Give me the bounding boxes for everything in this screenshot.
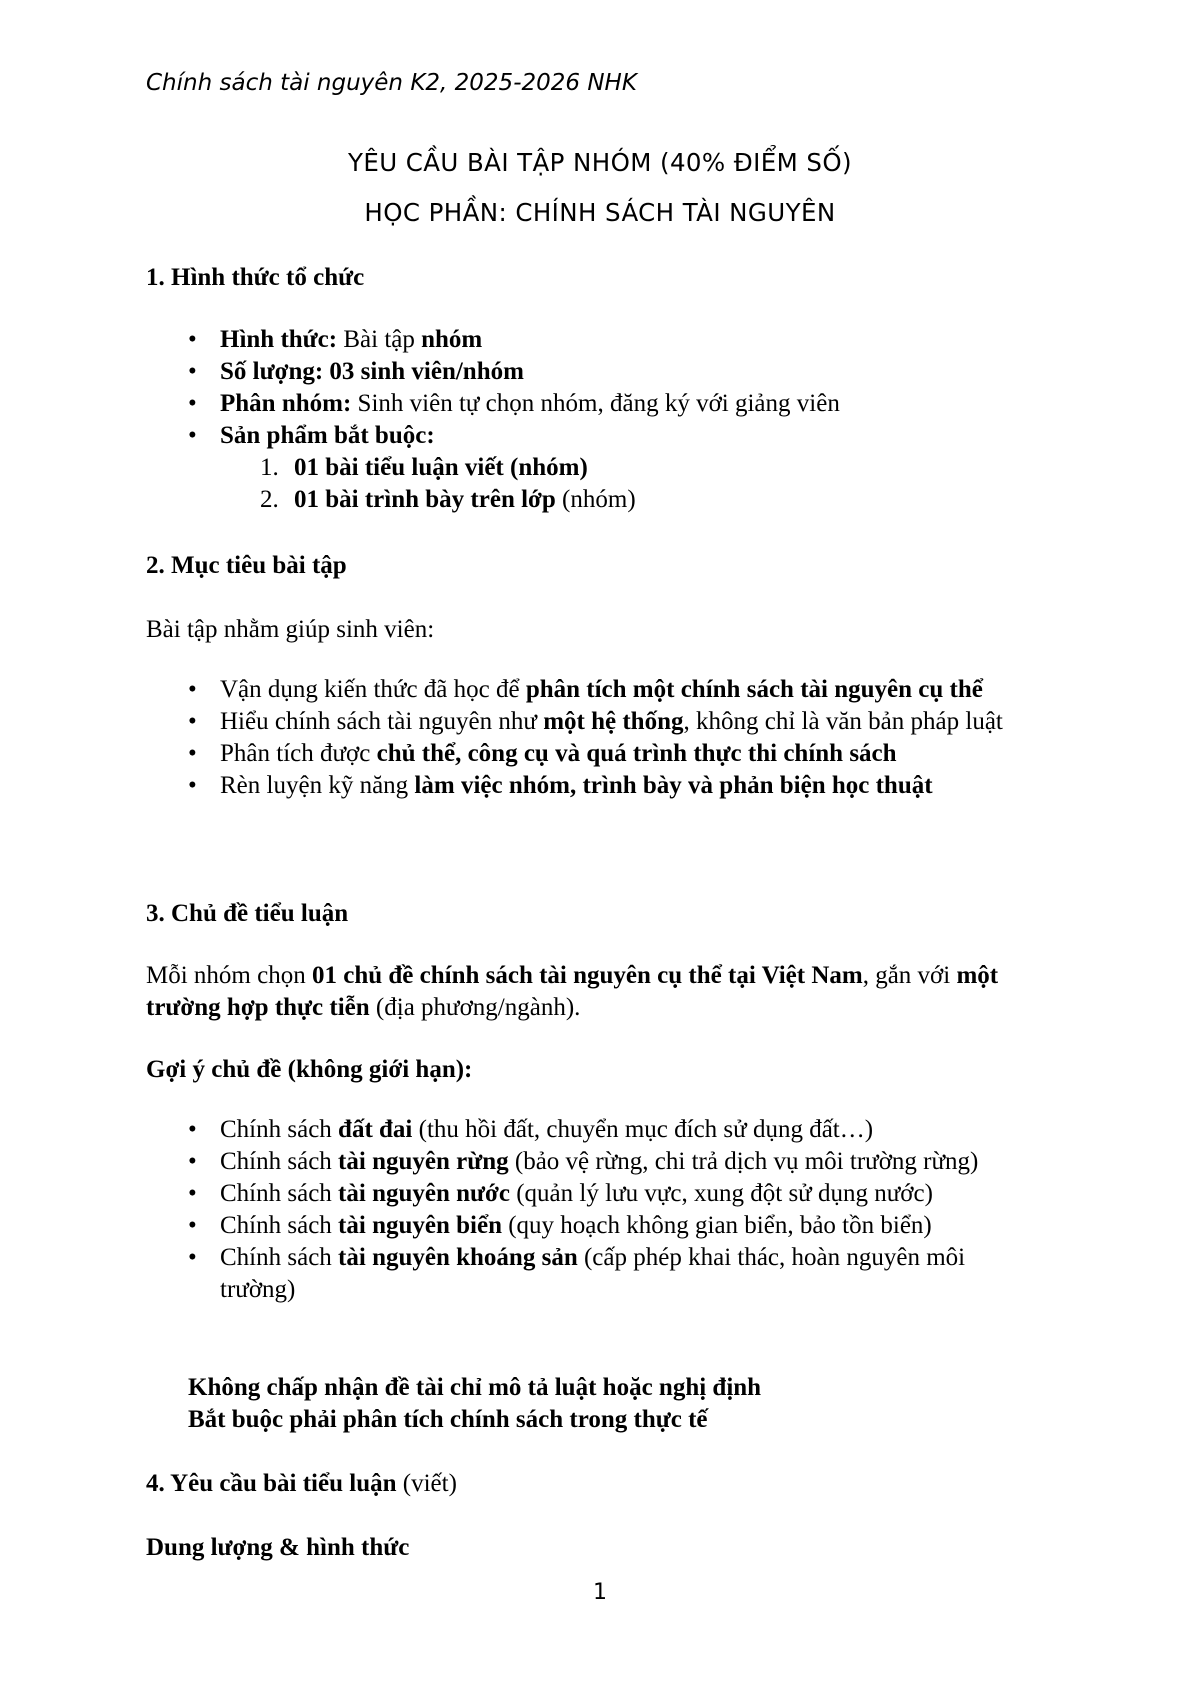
topic-list — [146, 1114, 1046, 1306]
section-4-heading: 4. Yêu cầu bài tiểu luận (viết) — [146, 1470, 457, 1497]
list-item: • Chính sách tài nguyên biển (quy hoạch không gian biển, bảo tồn biển) — [146, 1210, 1046, 1242]
list-item: • Vận dụng kiến thức đã học để phân tích một chính sách tài nguyên cụ thể — [146, 674, 1076, 706]
document-subtitle: HỌC PHẦN: CHÍNH SÁCH TÀI NGUYÊN — [364, 198, 836, 227]
list-item: • Hiểu chính sách tài nguyên như một hệ thống, không chỉ là văn bản pháp luật — [146, 706, 1076, 738]
list-item: • Chính sách đất đai (thu hồi đất, chuyển mục đích sử dụng đất…) — [146, 1114, 1046, 1146]
numbered-item: 2. 01 bài trình bày trên lớp (nhóm) — [260, 486, 636, 513]
topic-suggestion-heading: Gợi ý chủ đề (không giới hạn): — [146, 1056, 473, 1083]
section-1-list — [146, 324, 1066, 516]
running-header: Chính sách tài nguyên K2, 2025-2026 NHK — [146, 70, 637, 96]
section-2-heading: 2. Mục tiêu bài tập — [146, 552, 347, 579]
page-number: 1 — [593, 1580, 607, 1605]
list-item: • Rèn luyện kỹ năng làm việc nhóm, trình bày và phản biện học thuật — [146, 770, 1076, 802]
list-item: • Hình thức: Bài tập nhóm — [146, 324, 1066, 356]
list-item: • Số lượng: 03 sinh viên/nhóm — [146, 356, 1066, 388]
list-item: • Sản phẩm bắt buộc: — [146, 420, 1066, 452]
list-item: • Phân nhóm: Sinh viên tự chọn nhóm, đăng ký với giảng viên — [146, 388, 1066, 420]
list-item: • Chính sách tài nguyên khoáng sản (cấp phép khai thác, hoàn nguyên môi trường) — [146, 1242, 1046, 1306]
list-item: • Chính sách tài nguyên rừng (bảo vệ rừng, chi trả dịch vụ môi trường rừng) — [146, 1146, 1046, 1178]
section-2-list — [146, 674, 1076, 802]
list-item: • Phân tích được chủ thể, công cụ và quá trình thực thi chính sách — [146, 738, 1076, 770]
document-title: YÊU CẦU BÀI TẬP NHÓM (40% ĐIỂM SỐ) — [348, 148, 852, 177]
section-3-paragraph: Mỗi nhóm chọn 01 chủ đề chính sách tài nguyên cụ thể tại Việt Nam, gắn với một trường hợp thực tiễn (địa phương/ngành). — [146, 962, 999, 1021]
section-4-subheading: Dung lượng & hình thức — [146, 1534, 410, 1561]
note-line-2: Bắt buộc phải phân tích chính sách trong thực tế — [188, 1406, 708, 1433]
list-item: • Chính sách tài nguyên nước (quản lý lưu vực, xung đột sử dụng nước) — [146, 1178, 1046, 1210]
section-1-heading: 1. Hình thức tổ chức — [146, 264, 365, 291]
numbered-item: 1. 01 bài tiểu luận viết (nhóm) — [260, 454, 588, 481]
section-3-heading: 3. Chủ đề tiểu luận — [146, 900, 349, 927]
section-2-intro: Bài tập nhằm giúp sinh viên: — [146, 616, 435, 643]
note-line-1: Không chấp nhận đề tài chỉ mô tả luật hoặc nghị định — [188, 1374, 762, 1401]
